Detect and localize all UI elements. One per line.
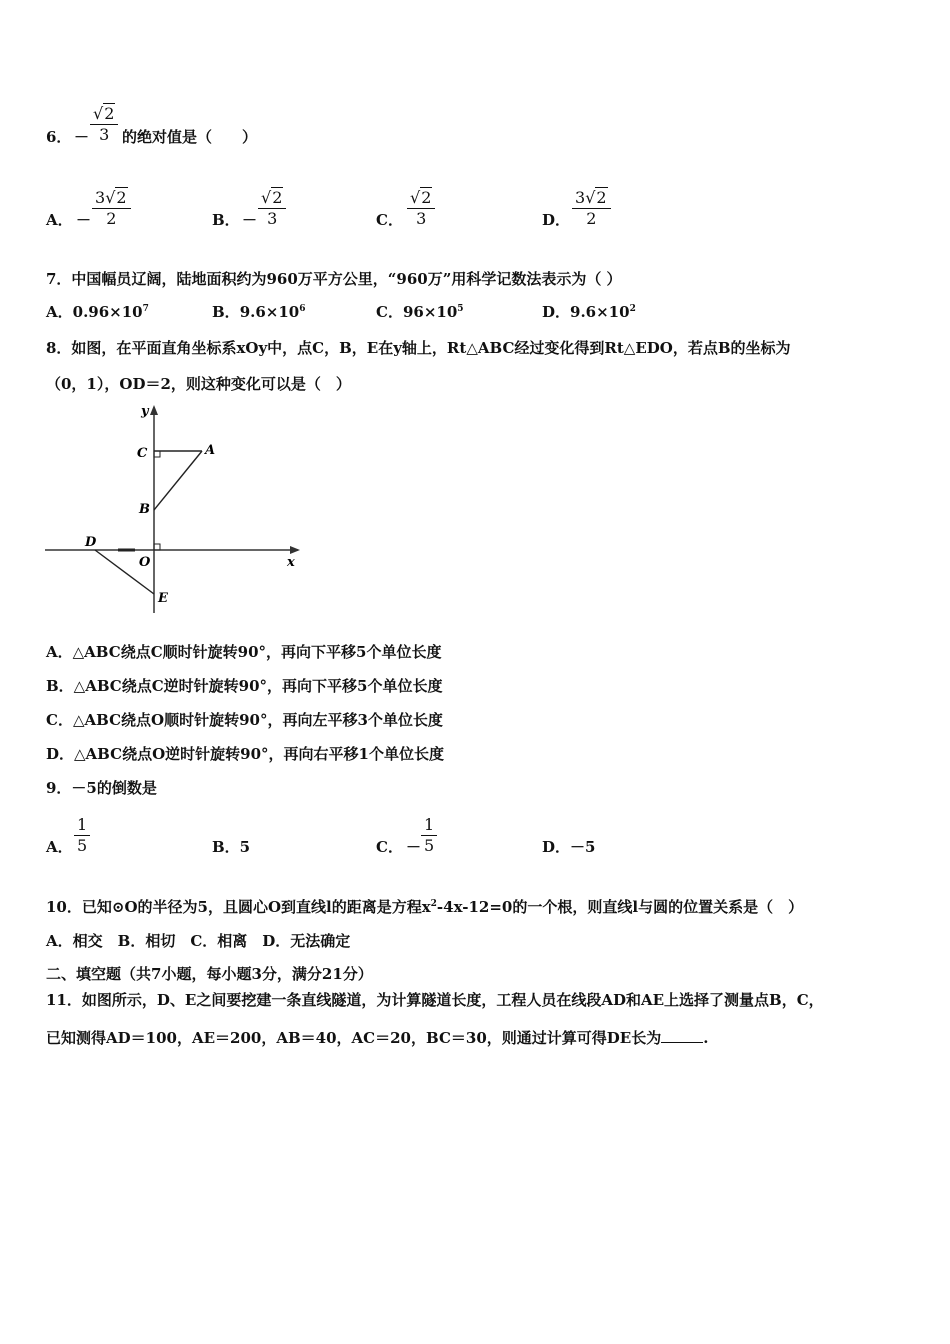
q6-option-b-label: B． bbox=[212, 211, 240, 229]
q7-option-b: B．$9.6\times 10^6$ bbox=[212, 303, 306, 321]
label-e: E bbox=[158, 591, 168, 606]
label-d: D bbox=[85, 535, 97, 550]
q9-option-a-fraction: $\frac{1}{5}$ bbox=[74, 815, 90, 856]
q8-option-b: B．△ABC绕点C逆时针旋转90°，再向下平移5个单位长度 bbox=[46, 677, 443, 695]
x-axis-arrow-icon bbox=[290, 546, 300, 554]
q7-option-a: A．$0.96\times 10^7$ bbox=[46, 303, 149, 321]
q6-option-a-den: 2 bbox=[106, 209, 117, 228]
sqrt-symbol-icon: √ bbox=[93, 104, 104, 123]
q6-option-a-fraction bbox=[92, 188, 131, 229]
q9-option-c-fraction: $\frac{1}{5}$ bbox=[421, 815, 437, 856]
label-o: O bbox=[139, 555, 151, 570]
label-y: y bbox=[141, 404, 149, 419]
answer-blank[interactable] bbox=[661, 1028, 703, 1043]
right-angle-c-icon bbox=[154, 451, 160, 457]
q6-option-a-neg: － bbox=[76, 211, 92, 229]
q6-negative-sign: － bbox=[74, 128, 90, 146]
q8-option-c: C．△ABC绕点O顺时针旋转90°，再向左平移3个单位长度 bbox=[46, 711, 443, 729]
q9-option-b: B．5 bbox=[212, 838, 251, 856]
right-angle-o-marker bbox=[154, 544, 160, 550]
segment-ab bbox=[154, 451, 202, 510]
q6-option-d-label: D． bbox=[542, 211, 571, 229]
q7-option-d: D．$9.6\times 10^2$ bbox=[542, 303, 636, 321]
q6-number: 6． bbox=[46, 128, 72, 146]
label-b: B bbox=[139, 502, 150, 517]
q8-line1: 8．如图，在平面直角坐标系xOy中，点C，B，E在y轴上，Rt△ABC经过变化得到Rt△EDO，若点B的坐标为 bbox=[46, 339, 791, 357]
q6-option-d-den: 2 bbox=[586, 209, 597, 228]
q8-coordinate-figure bbox=[40, 398, 310, 618]
q6-option-a-label: A． bbox=[46, 211, 73, 229]
q6-option-a-coef: 3 bbox=[95, 188, 106, 207]
q10-options: A．相交 B．相切 C．相离 D．无法确定 bbox=[46, 932, 351, 950]
q7-option-c: C．$96\times 10^5$ bbox=[376, 303, 464, 321]
q8-option-d: D．△ABC绕点O逆时针旋转90°，再向右平移1个单位长度 bbox=[46, 745, 444, 763]
q6-option-b-fraction bbox=[258, 188, 286, 229]
q6-text: 的绝对值是（ ） bbox=[122, 128, 258, 146]
sqrt-symbol-icon: √ bbox=[585, 188, 596, 207]
q9-option-a-label: A． bbox=[46, 838, 73, 856]
q10-text: 10．已知⊙O的半径为5，且圆心O到直线l的距离是方程$x^2-4x-12=0$的一个根，则直线l与圆的位置关系是（ ） bbox=[46, 898, 804, 916]
label-a: A bbox=[205, 443, 216, 458]
q9-option-d: D．－5 bbox=[542, 838, 596, 856]
q8-option-a: A．△ABC绕点C顺时针旋转90°，再向下平移5个单位长度 bbox=[46, 643, 442, 661]
q6-option-b-radicand: 2 bbox=[272, 188, 283, 207]
q9-option-c-label: C． bbox=[376, 838, 403, 856]
y-axis-arrow-icon bbox=[150, 405, 158, 415]
q9-option-c-neg: － bbox=[406, 838, 422, 856]
q6-option-c-fraction bbox=[407, 188, 435, 229]
q6-option-c-den: 3 bbox=[416, 209, 427, 228]
q7-text: 7．中国幅员辽阔，陆地面积约为960万平方公里，“960万”用科学记数法表示为（ ） bbox=[46, 270, 622, 288]
label-x: x bbox=[287, 555, 295, 570]
q6-option-a-radicand: 2 bbox=[116, 188, 127, 207]
sqrt-symbol-icon: √ bbox=[261, 188, 272, 207]
q6-option-c-radicand: 2 bbox=[421, 188, 432, 207]
q6-radicand: 2 bbox=[104, 104, 115, 123]
label-c: C bbox=[137, 446, 148, 461]
q6-fraction bbox=[90, 104, 118, 145]
sqrt-symbol-icon: √ bbox=[105, 188, 116, 207]
q8-line2: （0，1），OD＝2，则这种变化可以是（ ） bbox=[46, 375, 351, 393]
q11-line2: 已知测得AD＝100，AE＝200，AB＝40，AC＝20，BC＝30，则通过计算可得DE长为 . bbox=[46, 1029, 709, 1047]
q6-option-d-radicand: 2 bbox=[596, 188, 607, 207]
q6-option-d-coef: 3 bbox=[575, 188, 586, 207]
q6-denominator: 3 bbox=[99, 125, 110, 144]
q6-option-b-neg: － bbox=[242, 211, 258, 229]
q6-option-d-fraction bbox=[572, 188, 611, 229]
q9-text: 9．－5的倒数是 bbox=[46, 779, 157, 797]
q6-option-b-den: 3 bbox=[267, 209, 278, 228]
q6-option-c-label: C． bbox=[376, 211, 403, 229]
q11-line1: 11．如图所示，D、E之间要挖建一条直线隧道，为计算隧道长度，工程人员在线段AD和AE上选择了测量点B，C， bbox=[46, 991, 824, 1009]
section-2-title: 二、填空题（共7小题，每小题3分，满分21分） bbox=[46, 965, 373, 983]
sqrt-symbol-icon: √ bbox=[410, 188, 421, 207]
